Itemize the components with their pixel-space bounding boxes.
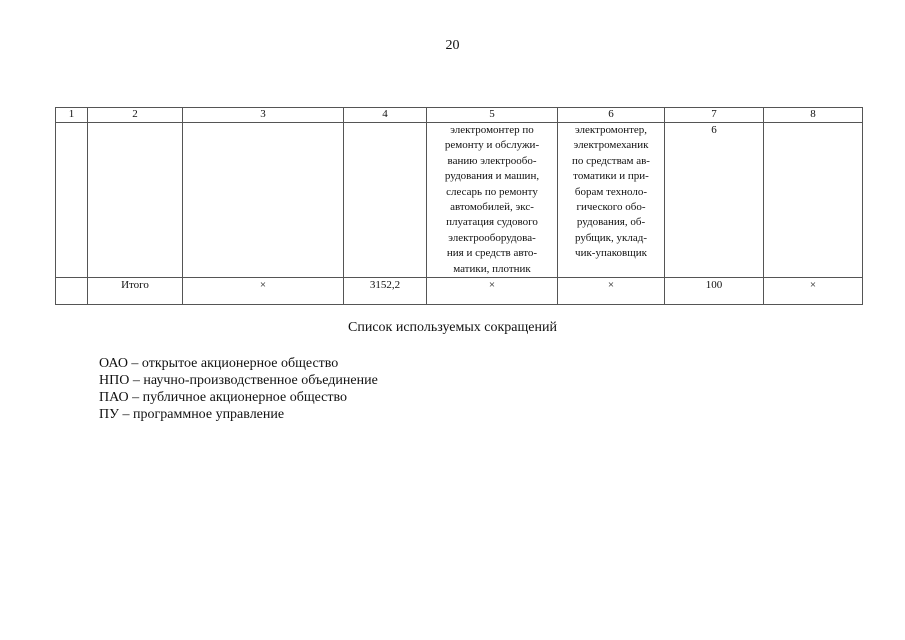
table-cell	[344, 123, 427, 278]
abbreviations-title: Список используемых сокращений	[348, 320, 557, 335]
table-cell	[88, 123, 183, 278]
total-cell-6: ×	[558, 278, 665, 305]
total-cell-3: ×	[183, 278, 344, 305]
column-header-4: 4	[344, 108, 427, 123]
table-cell	[764, 123, 863, 278]
total-cell-4: 3152,2	[344, 278, 427, 305]
total-cell-7: 100	[665, 278, 764, 305]
table-header-row	[56, 108, 863, 123]
column-header-3: 3	[183, 108, 344, 123]
column-header-6: 6	[558, 108, 665, 123]
page-number: 20	[445, 38, 460, 53]
table-cell	[56, 123, 88, 278]
value-cell: 6	[665, 123, 764, 278]
professions-cell: электромонтер по ремонту и обслужи- ванию электрообо- рудования и машин, слесарь по ремонту автомобилей, экс- плуатация судового электрооборудова- ния и средств авто- матики, плотник	[427, 123, 558, 278]
related-professions-cell: электромонтер, электромеханик по средствам ав- томатики и при- борам техноло- гического обо- рудования, об- рубщик, уклад- чик-упаковщик	[558, 123, 665, 278]
table-row	[56, 123, 863, 278]
abbreviation-item: ОАО – открытое акционерное общество	[99, 356, 339, 371]
column-header-2: 2	[88, 108, 183, 123]
abbreviation-item: НПО – научно-производственное объединение	[99, 373, 378, 388]
total-cell-8: ×	[764, 278, 863, 305]
column-header-5: 5	[427, 108, 558, 123]
table-cell	[56, 278, 88, 305]
table-cell	[183, 123, 344, 278]
total-label: Итого	[88, 278, 183, 305]
data-table	[55, 107, 863, 305]
total-cell-5: ×	[427, 278, 558, 305]
total-row	[56, 278, 863, 305]
column-header-1: 1	[56, 108, 88, 123]
abbreviation-item: ПАО – публичное акционерное общество	[99, 390, 348, 405]
column-header-7: 7	[665, 108, 764, 123]
abbreviations-list	[99, 355, 378, 423]
column-header-8: 8	[764, 108, 863, 123]
abbreviation-item: ПУ – программное управление	[99, 407, 285, 422]
